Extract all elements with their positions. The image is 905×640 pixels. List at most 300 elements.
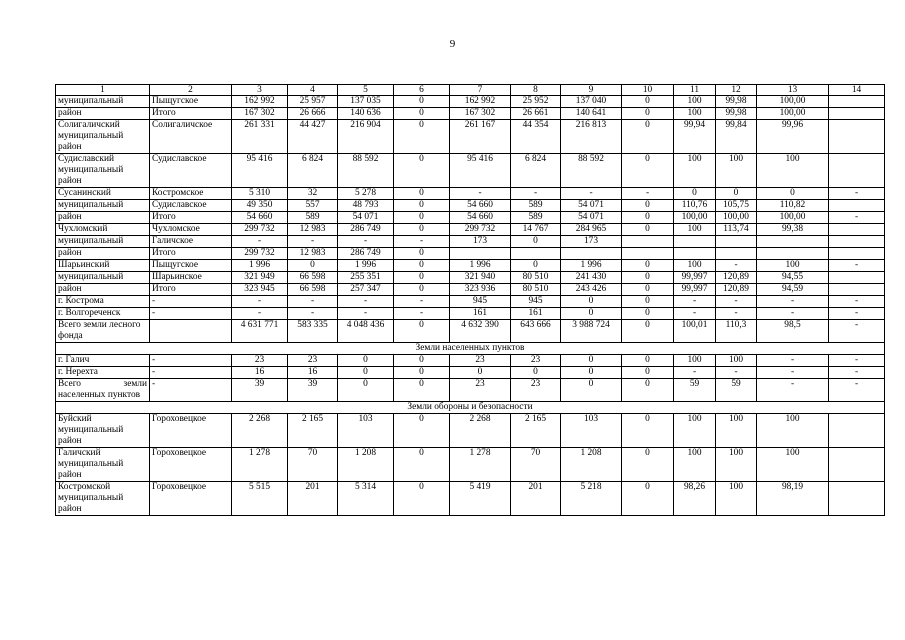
table-row — [56, 284, 885, 296]
value-cell: 1 278 — [232, 448, 288, 482]
value-cell: 167 302 — [232, 108, 288, 120]
value-cell: 140 636 — [338, 108, 394, 120]
value-cell: 95 416 — [232, 154, 288, 188]
value-cell: 0 — [622, 200, 674, 212]
value-cell: 44 354 — [511, 120, 561, 154]
value-cell: 100 — [674, 414, 716, 448]
value-cell: 261 167 — [450, 120, 511, 154]
value-cell: 0 — [716, 188, 757, 200]
value-cell: 0 — [622, 284, 674, 296]
territory-cell: г. Нерехта — [56, 367, 150, 379]
table-row — [56, 224, 885, 236]
value-cell: 54 071 — [338, 212, 394, 224]
value-cell: 100 — [674, 108, 716, 120]
forestry-cell: Пыщугское — [150, 260, 232, 272]
value-cell: 48 793 — [338, 200, 394, 212]
value-cell: 54 660 — [450, 200, 511, 212]
value-cell: - — [829, 212, 885, 224]
section-heading-row — [56, 343, 885, 355]
value-cell: 88 592 — [561, 154, 622, 188]
value-cell: 321 940 — [450, 272, 511, 284]
value-cell: 0 — [394, 248, 450, 260]
column-number-5: 5 — [338, 85, 394, 96]
value-cell: 0 — [622, 482, 674, 516]
value-cell: 173 — [450, 236, 511, 248]
forestry-cell: Гороховецкое — [150, 448, 232, 482]
value-cell: 0 — [561, 379, 622, 402]
value-cell — [674, 236, 716, 248]
table-row — [56, 96, 885, 108]
column-number-14: 14 — [829, 85, 885, 96]
column-number-13: 13 — [757, 85, 829, 96]
value-cell: - — [674, 308, 716, 320]
value-cell: 4 631 771 — [232, 320, 288, 343]
forestry-cell: - — [150, 379, 232, 402]
value-cell — [716, 236, 757, 248]
table-row — [56, 212, 885, 224]
value-cell: - — [829, 260, 885, 272]
value-cell: 16 — [232, 367, 288, 379]
value-cell: 12 983 — [288, 224, 338, 236]
table-row — [56, 379, 885, 402]
value-cell: - — [288, 236, 338, 248]
value-cell: - — [450, 188, 511, 200]
value-cell: 0 — [338, 367, 394, 379]
value-cell: 0 — [561, 367, 622, 379]
value-cell: 0 — [511, 260, 561, 272]
territory-cell: муниципальный — [56, 200, 150, 212]
table-row — [56, 188, 885, 200]
value-cell: - — [716, 296, 757, 308]
value-cell: 0 — [561, 355, 622, 367]
value-cell: 1 996 — [561, 260, 622, 272]
table-row — [56, 414, 885, 448]
value-cell: 100 — [757, 448, 829, 482]
value-cell: 0 — [622, 320, 674, 343]
value-cell: 54 071 — [561, 212, 622, 224]
value-cell: 100 — [674, 154, 716, 188]
forestry-cell: Галичское — [150, 236, 232, 248]
value-cell: 39 — [232, 379, 288, 402]
value-cell: 1 996 — [232, 260, 288, 272]
value-cell — [622, 248, 674, 260]
value-cell: 39 — [288, 379, 338, 402]
page-number: 9 — [449, 38, 456, 50]
value-cell: 5 310 — [232, 188, 288, 200]
value-cell: 945 — [511, 296, 561, 308]
value-cell: 0 — [394, 200, 450, 212]
value-cell: 99,98 — [716, 108, 757, 120]
value-cell — [450, 248, 511, 260]
value-cell: 286 749 — [338, 224, 394, 236]
value-cell: 0 — [394, 367, 450, 379]
value-cell: 0 — [288, 260, 338, 272]
table-row — [56, 355, 885, 367]
forestry-cell: Пыщугское — [150, 96, 232, 108]
value-cell: 945 — [450, 296, 511, 308]
value-cell: - — [288, 296, 338, 308]
value-cell: - — [757, 308, 829, 320]
value-cell: - — [511, 188, 561, 200]
value-cell: - — [829, 379, 885, 402]
value-cell: - — [394, 308, 450, 320]
value-cell: - — [232, 236, 288, 248]
value-cell: 100 — [716, 448, 757, 482]
value-cell: 137 040 — [561, 96, 622, 108]
value-cell: 100 — [716, 355, 757, 367]
value-cell: 113,74 — [716, 224, 757, 236]
forestry-cell: Гороховецкое — [150, 414, 232, 448]
value-cell: 161 — [511, 308, 561, 320]
value-cell: 4 632 390 — [450, 320, 511, 343]
forestry-cell: Итого — [150, 284, 232, 296]
value-cell — [829, 248, 885, 260]
value-cell: 323 945 — [232, 284, 288, 296]
value-cell: 0 — [622, 355, 674, 367]
forestry-cell: Итого — [150, 108, 232, 120]
value-cell: 557 — [288, 200, 338, 212]
territory-cell: муниципальный — [56, 272, 150, 284]
value-cell: 44 427 — [288, 120, 338, 154]
value-cell: 0 — [622, 212, 674, 224]
territory-cell: Буйский муниципальный район — [56, 414, 150, 448]
value-cell: 94,59 — [757, 284, 829, 296]
table-row — [56, 367, 885, 379]
table-row — [56, 248, 885, 260]
value-cell: 0 — [622, 379, 674, 402]
column-number-10: 10 — [622, 85, 674, 96]
value-cell: 0 — [394, 108, 450, 120]
table-row — [56, 448, 885, 482]
section-heading: Земли населенных пунктов — [56, 343, 885, 355]
value-cell: 0 — [674, 188, 716, 200]
value-cell — [829, 120, 885, 154]
value-cell: 0 — [338, 379, 394, 402]
value-cell: 103 — [561, 414, 622, 448]
forestry-cell: - — [150, 308, 232, 320]
value-cell: 98,19 — [757, 482, 829, 516]
value-cell: 54 660 — [232, 212, 288, 224]
value-cell: 0 — [622, 272, 674, 284]
value-cell: 49 350 — [232, 200, 288, 212]
value-cell: 100 — [674, 96, 716, 108]
value-cell: 105,75 — [716, 200, 757, 212]
value-cell: - — [394, 296, 450, 308]
value-cell: 284 965 — [561, 224, 622, 236]
value-cell: - — [716, 308, 757, 320]
territory-cell: Чухломский — [56, 224, 150, 236]
value-cell: 0 — [561, 308, 622, 320]
value-cell: 583 335 — [288, 320, 338, 343]
value-cell: 216 904 — [338, 120, 394, 154]
value-cell: 286 749 — [338, 248, 394, 260]
value-cell: 173 — [561, 236, 622, 248]
value-cell: 12 983 — [288, 248, 338, 260]
value-cell: 32 — [288, 188, 338, 200]
value-cell: 100,00 — [757, 212, 829, 224]
territory-cell: г. Кострома — [56, 296, 150, 308]
value-cell: 0 — [622, 260, 674, 272]
value-cell: 299 732 — [450, 224, 511, 236]
value-cell: 216 813 — [561, 120, 622, 154]
value-cell: 201 — [288, 482, 338, 516]
value-cell: 100,00 — [757, 108, 829, 120]
value-cell: 2 165 — [511, 414, 561, 448]
value-cell: 99,38 — [757, 224, 829, 236]
value-cell: - — [716, 260, 757, 272]
value-cell: 100 — [674, 260, 716, 272]
value-cell: 261 331 — [232, 120, 288, 154]
value-cell: 167 302 — [450, 108, 511, 120]
value-cell: 110,3 — [716, 320, 757, 343]
value-cell: 0 — [394, 260, 450, 272]
value-cell: 99,997 — [674, 272, 716, 284]
value-cell — [829, 154, 885, 188]
value-cell: 5 419 — [450, 482, 511, 516]
value-cell: 0 — [394, 448, 450, 482]
value-cell — [829, 224, 885, 236]
value-cell: 54 071 — [561, 200, 622, 212]
column-number-12: 12 — [716, 85, 757, 96]
table-row — [56, 482, 885, 516]
value-cell: 0 — [394, 284, 450, 296]
value-cell: 5 278 — [338, 188, 394, 200]
territory-cell: г. Галич — [56, 355, 150, 367]
value-cell: 70 — [511, 448, 561, 482]
value-cell: 0 — [394, 120, 450, 154]
value-cell — [829, 448, 885, 482]
forestry-cell: Солигаличское — [150, 120, 232, 154]
value-cell: - — [338, 236, 394, 248]
value-cell: 140 641 — [561, 108, 622, 120]
value-cell — [829, 414, 885, 448]
value-cell: - — [829, 188, 885, 200]
value-cell: 98,26 — [674, 482, 716, 516]
value-cell: 6 824 — [288, 154, 338, 188]
value-cell: 589 — [288, 212, 338, 224]
value-cell: 0 — [394, 379, 450, 402]
territory-cell: Всего земли лесного фонда — [56, 320, 150, 343]
value-cell — [829, 96, 885, 108]
territory-cell: район — [56, 284, 150, 296]
value-cell: 4 048 436 — [338, 320, 394, 343]
value-cell: 95 416 — [450, 154, 511, 188]
value-cell: - — [394, 236, 450, 248]
value-cell: 100 — [716, 414, 757, 448]
value-cell: 0 — [394, 212, 450, 224]
value-cell: 100,00 — [716, 212, 757, 224]
territory-cell: Шарьинский — [56, 260, 150, 272]
value-cell: 0 — [394, 414, 450, 448]
table-row — [56, 108, 885, 120]
forestry-cell: Гороховецкое — [150, 482, 232, 516]
value-cell: 1 996 — [338, 260, 394, 272]
value-cell: 99,94 — [674, 120, 716, 154]
value-cell: 0 — [511, 367, 561, 379]
value-cell: 0 — [394, 272, 450, 284]
column-number-2: 2 — [150, 85, 232, 96]
value-cell: 5 218 — [561, 482, 622, 516]
value-cell: 161 — [450, 308, 511, 320]
value-cell: - — [829, 367, 885, 379]
forestry-cell: Судиславское — [150, 200, 232, 212]
value-cell — [829, 272, 885, 284]
table-row — [56, 260, 885, 272]
value-cell: 99,98 — [716, 96, 757, 108]
value-cell: 6 824 — [511, 154, 561, 188]
value-cell — [511, 248, 561, 260]
value-cell: 100 — [757, 154, 829, 188]
value-cell: 0 — [338, 355, 394, 367]
value-cell: 0 — [622, 154, 674, 188]
value-cell — [622, 236, 674, 248]
value-cell: 2 268 — [450, 414, 511, 448]
value-cell: 321 949 — [232, 272, 288, 284]
value-cell: 0 — [394, 482, 450, 516]
value-cell: 99,84 — [716, 120, 757, 154]
value-cell: - — [829, 296, 885, 308]
value-cell: - — [674, 296, 716, 308]
territory-cell: Галичский муниципальный район — [56, 448, 150, 482]
column-number-1: 1 — [56, 85, 150, 96]
value-cell: 0 — [622, 308, 674, 320]
value-cell — [829, 236, 885, 248]
value-cell: 66 598 — [288, 272, 338, 284]
forestry-cell: Итого — [150, 248, 232, 260]
value-cell — [716, 248, 757, 260]
value-cell: - — [622, 188, 674, 200]
value-cell: 0 — [622, 448, 674, 482]
table-row — [56, 272, 885, 284]
value-cell: - — [674, 367, 716, 379]
column-number-3: 3 — [232, 85, 288, 96]
forestry-cell: - — [150, 367, 232, 379]
value-cell: - — [338, 296, 394, 308]
forestry-cell: Итого — [150, 212, 232, 224]
land-fund-table — [55, 84, 885, 516]
value-cell: 299 732 — [232, 224, 288, 236]
column-number-6: 6 — [394, 85, 450, 96]
value-cell: 201 — [511, 482, 561, 516]
value-cell: 0 — [622, 96, 674, 108]
value-cell: 0 — [622, 108, 674, 120]
territory-cell: г. Волгореченск — [56, 308, 150, 320]
territory-cell: муниципальный — [56, 96, 150, 108]
value-cell: - — [561, 188, 622, 200]
value-cell: 80 510 — [511, 272, 561, 284]
section-heading: Земли обороны и безопасности — [56, 402, 885, 414]
value-cell: 643 666 — [511, 320, 561, 343]
table-row — [56, 236, 885, 248]
value-cell: 0 — [450, 367, 511, 379]
value-cell: - — [757, 296, 829, 308]
value-cell: 14 767 — [511, 224, 561, 236]
value-cell: 103 — [338, 414, 394, 448]
forestry-cell: Костромское — [150, 188, 232, 200]
territory-cell: район — [56, 212, 150, 224]
column-number-7: 7 — [450, 85, 511, 96]
value-cell: 100 — [716, 482, 757, 516]
table-body — [56, 96, 885, 516]
value-cell: 23 — [450, 355, 511, 367]
column-number-9: 9 — [561, 85, 622, 96]
table-row — [56, 200, 885, 212]
value-cell: 100,00 — [674, 212, 716, 224]
table-row — [56, 154, 885, 188]
value-cell: 59 — [716, 379, 757, 402]
value-cell: 100 — [674, 224, 716, 236]
value-cell: 110,76 — [674, 200, 716, 212]
value-cell: 100 — [757, 414, 829, 448]
table-row — [56, 308, 885, 320]
territory-cell: Всего земли населенных пунктов — [56, 379, 150, 402]
value-cell: 94,55 — [757, 272, 829, 284]
value-cell — [674, 248, 716, 260]
territory-cell: район — [56, 248, 150, 260]
forestry-cell: Шарьинское — [150, 272, 232, 284]
value-cell: 23 — [288, 355, 338, 367]
value-cell: 23 — [511, 379, 561, 402]
forestry-cell: - — [150, 296, 232, 308]
column-number-row — [56, 85, 885, 96]
value-cell: 1 278 — [450, 448, 511, 482]
value-cell: 162 992 — [450, 96, 511, 108]
value-cell: 589 — [511, 212, 561, 224]
value-cell: 25 952 — [511, 96, 561, 108]
value-cell: 120,89 — [716, 284, 757, 296]
value-cell: 26 661 — [511, 108, 561, 120]
table-row — [56, 120, 885, 154]
value-cell: 162 992 — [232, 96, 288, 108]
value-cell: 5 314 — [338, 482, 394, 516]
forestry-cell — [150, 320, 232, 343]
forestry-cell: Чухломское — [150, 224, 232, 236]
table-row — [56, 320, 885, 343]
value-cell: 23 — [511, 355, 561, 367]
value-cell: 59 — [674, 379, 716, 402]
value-cell: 137 035 — [338, 96, 394, 108]
column-number-11: 11 — [674, 85, 716, 96]
value-cell: 0 — [622, 224, 674, 236]
value-cell: 3 988 724 — [561, 320, 622, 343]
value-cell: 0 — [622, 367, 674, 379]
value-cell: 255 351 — [338, 272, 394, 284]
value-cell — [757, 248, 829, 260]
value-cell: 0 — [622, 296, 674, 308]
value-cell: - — [232, 308, 288, 320]
value-cell: 0 — [511, 236, 561, 248]
value-cell: 0 — [394, 320, 450, 343]
value-cell — [757, 236, 829, 248]
forestry-cell: Судиславское — [150, 154, 232, 188]
value-cell: - — [757, 379, 829, 402]
value-cell: 0 — [394, 224, 450, 236]
value-cell: 99,96 — [757, 120, 829, 154]
value-cell: 0 — [622, 120, 674, 154]
value-cell — [561, 248, 622, 260]
value-cell: 110,82 — [757, 200, 829, 212]
value-cell: 323 936 — [450, 284, 511, 296]
territory-cell: Сусанинский — [56, 188, 150, 200]
value-cell: - — [338, 308, 394, 320]
forestry-cell: - — [150, 355, 232, 367]
value-cell: 100 — [674, 448, 716, 482]
value-cell: 0 — [394, 96, 450, 108]
value-cell: 589 — [511, 200, 561, 212]
value-cell: - — [757, 367, 829, 379]
value-cell — [829, 108, 885, 120]
value-cell — [829, 482, 885, 516]
